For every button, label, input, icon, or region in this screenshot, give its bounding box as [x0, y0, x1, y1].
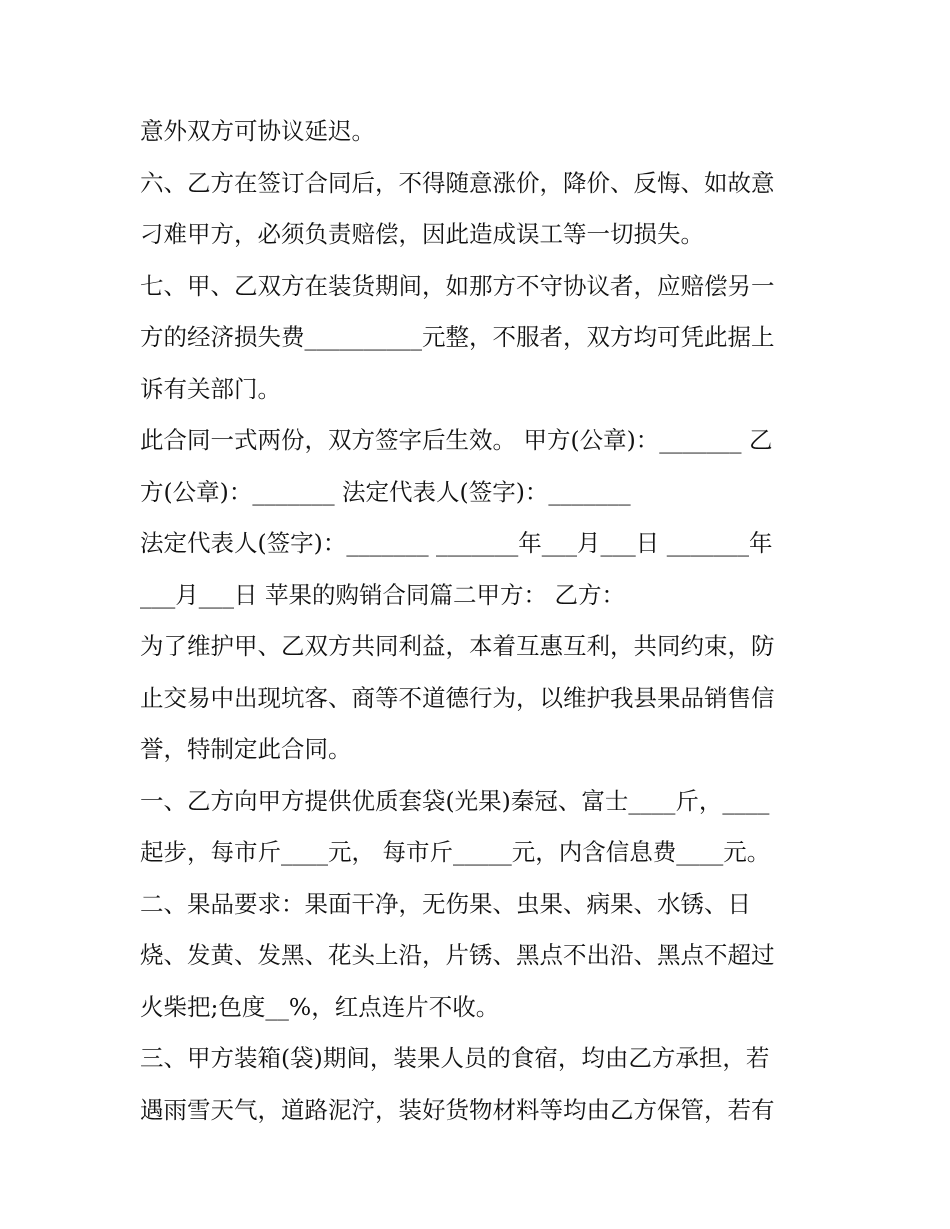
text-line: 六、乙方在签订合同后，不得随意涨价，降价、反悔、如故意 [140, 168, 775, 197]
text-line: 三、甲方装箱(袋)期间，装果人员的食宿，均由乙方承担，若 [140, 1044, 770, 1072]
text-line: 烧、发黄、发黑、花头上沿，片锈、黑点不出沿、黑点不超过 [140, 941, 775, 969]
text-line: 七、甲、乙双方在装货期间，如那方不守协议者，应赔偿另一 [140, 271, 775, 300]
text-line: 遇雨雪天气，道路泥泞，装好货物材料等均由乙方保管，若有 [140, 1095, 775, 1124]
text-line: 火柴把;色度__%，红点连片不收。 [140, 992, 500, 1021]
document-body [140, 106, 820, 1136]
text-line: 起步，每市斤____元， 每市斤_____元，内含信息费____元。 [140, 838, 771, 866]
text-line: 刁难甲方，必须负责赔偿，因此造成误工等一切损失。 [140, 220, 704, 248]
text-line: 为了维护甲、乙双方共同利益，本着互惠互利，共同约束，防 [140, 632, 775, 660]
text-line: 方(公章)：_______ 法定代表人(签字)：_______ [140, 477, 631, 506]
text-line: 诉有关部门。 [140, 374, 281, 403]
text-line: 此合同一式两份，双方签字后生效。 甲方(公章)：_______ 乙 [140, 426, 773, 454]
text-line: 一、乙方向甲方提供优质套袋(光果)秦冠、富士____斤，____ [140, 786, 770, 815]
text-line: ___月___日 苹果的购销合同篇二甲方： 乙方： [140, 580, 625, 609]
text-line: 誉，特制定此合同。 [140, 735, 352, 763]
text-line: 法定代表人(签字)：_______ _______年___月___日 _______年 [140, 529, 773, 557]
text-line: 止交易中出现坑客、商等不道德行为，以维护我县果品销售信 [140, 683, 775, 712]
text-line: 方的经济损失费__________元整，不服者，双方均可凭此据上 [140, 323, 775, 351]
text-line: 意外双方可协议延迟。 [140, 117, 375, 145]
text-line: 二、果品要求：果面干净，无伤果、虫果、病果、水锈、日 [140, 889, 751, 918]
